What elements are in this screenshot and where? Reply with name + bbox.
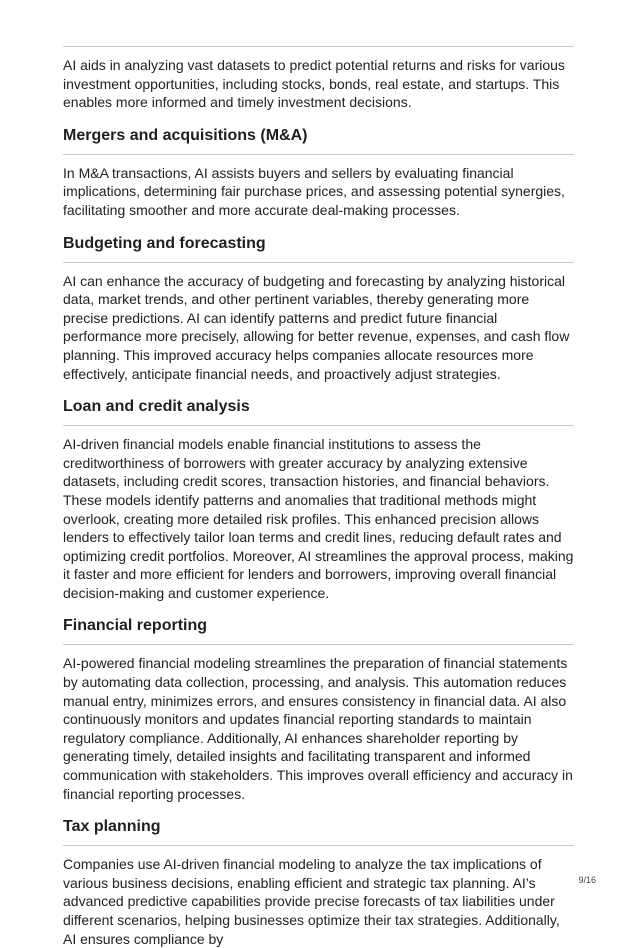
- section-heading: Mergers and acquisitions (M&A): [63, 126, 308, 144]
- section-paragraph: AI-driven financial models enable financial institutions to assess the creditworthiness of borrowers with greater accuracy by analyzing extensive datasets, including credit scores, transaction histories, and financial behaviors. These models identify patterns and anomalies that traditional methods might overlook, creating more detailed risk profiles. This enhanced precision allows lenders to effectively tailor loan terms and credit lines, reducing default rates and optimizing credit portfolios. Moreover, AI streamlines the approval process, making it faster and more efficient for lenders and borrowers, improving overall financial decision-making and customer experience.: [63, 436, 574, 601]
- section-tax-planning: [63, 817, 574, 948]
- section-heading: Tax planning: [63, 818, 161, 836]
- section-divider: [63, 154, 574, 155]
- section-paragraph: AI can enhance the accuracy of budgeting and forecasting by analyzing historical data, market trends, and other pertinent variables, thereby generating more precise predictions. AI can identify patterns and predict future financial performance more precisely, allowing for better revenue, expenses, and cash flow planning. This improved accuracy helps companies allocate resources more effectively, anticipate financial needs, and proactively adjust strategies.: [63, 272, 570, 382]
- section-paragraph: AI-powered financial modeling streamlines the preparation of financial statements by automating data collection, processing, and analysis. This automation reduces manual entry, minimizes errors, and ensures consistency in financial data. AI also continuously monitors and updates financial reporting standards to maintain regulatory compliance. Additionally, AI enhances shareholder reporting by generating timely, detailed insights and facilitating transparent and informed communication with stakeholders. This improves overall efficiency and accuracy in financial reporting processes.: [63, 655, 573, 802]
- section-divider: [63, 425, 574, 426]
- top-divider: [63, 46, 574, 47]
- section-heading: Budgeting and forecasting: [63, 234, 266, 252]
- section-divider: [63, 644, 574, 645]
- section-financial-reporting: [63, 616, 574, 803]
- page-number: 9/16: [578, 875, 596, 885]
- section-loan-credit-analysis: [63, 397, 574, 602]
- section-mergers-acquisitions: [63, 126, 574, 220]
- section-divider: [63, 262, 574, 263]
- section-heading: Financial reporting: [63, 617, 208, 635]
- document-page: [63, 0, 574, 948]
- section-paragraph: In M&A transactions, AI assists buyers and sellers by evaluating financial implications, determining fair purchase prices, and assessing potential synergies, facilitating smoother and more accurate deal-making processes.: [63, 164, 565, 218]
- section-paragraph: Companies use AI-driven financial modeling to analyze the tax implications of various business decisions, enabling efficient and strategic tax planning. AI’s advanced predictive capabilities provide precise forecasts of tax liabilities under different scenarios, helping businesses optimize their tax strategies. Additionally, AI ensures compliance by: [63, 856, 560, 947]
- section-budgeting-forecasting: [63, 234, 574, 384]
- section-heading: Loan and credit analysis: [63, 398, 250, 416]
- section-divider: [63, 845, 574, 846]
- intro-paragraph: AI aids in analyzing vast datasets to predict potential returns and risks for various investment opportunities, including stocks, bonds, real estate, and startups. This enables more informed and timely investment decisions.: [63, 57, 565, 111]
